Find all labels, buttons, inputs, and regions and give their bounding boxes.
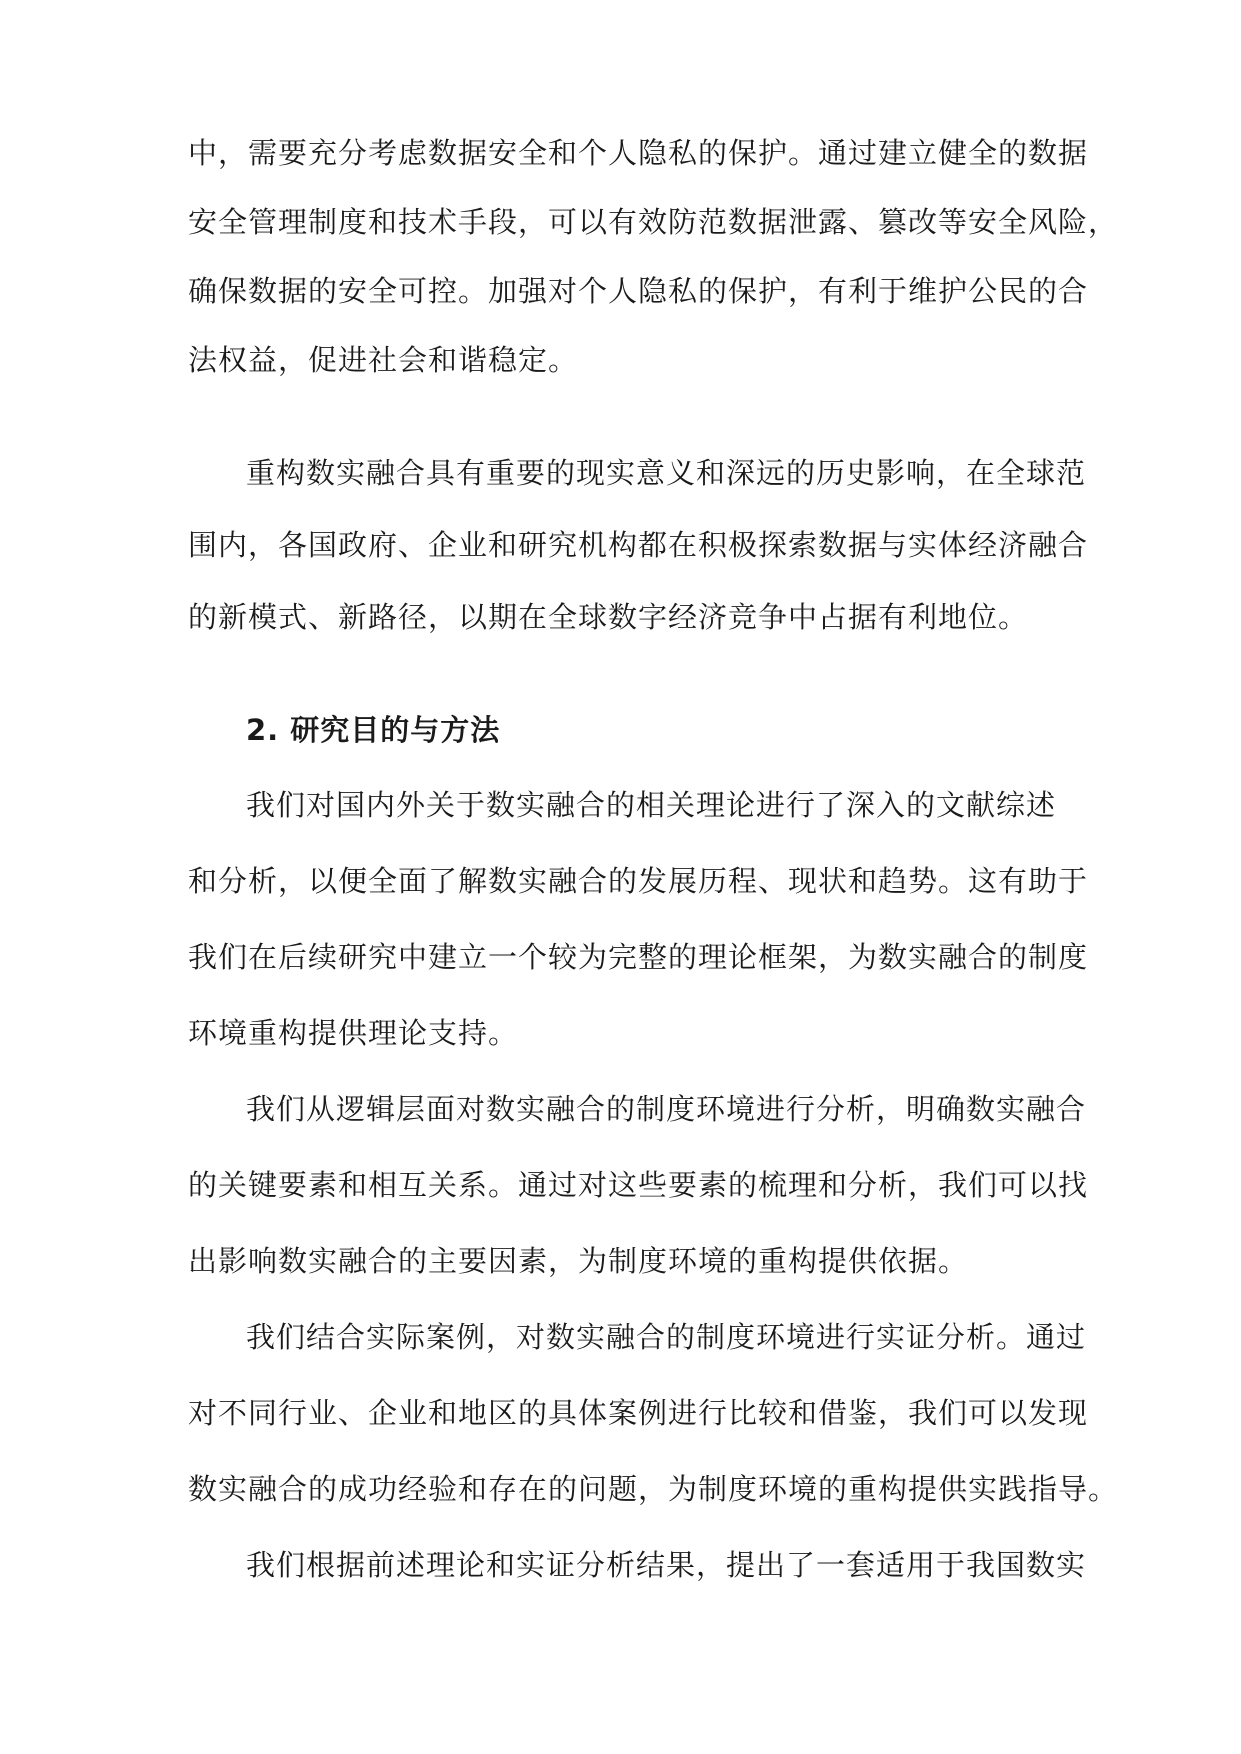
paragraph-line: 对不同行业、企业和地区的具体案例进行比较和借鉴，我们可以发现	[188, 1396, 1089, 1430]
paragraph-line: 我们从逻辑层面对数实融合的制度环境进行分析，明确数实融合	[246, 1092, 1087, 1126]
paragraph-line: 数实融合的成功经验和存在的问题，为制度环境的重构提供实践指导。	[188, 1472, 1119, 1506]
paragraph-line: 我们结合实际案例，对数实融合的制度环境进行实证分析。通过	[246, 1320, 1087, 1354]
paragraph-line: 重构数实融合具有重要的现实意义和深远的历史影响，在全球范	[246, 456, 1087, 490]
paragraph-line: 我们对国内外关于数实融合的相关理论进行了深入的文献综述	[246, 788, 1057, 822]
paragraph-line: 安全管理制度和技术手段，可以有效防范数据泄露、篡改等安全风险，	[188, 205, 1119, 239]
paragraph-line: 围内，各国政府、企业和研究机构都在积极探索数据与实体经济融合	[188, 528, 1089, 562]
paragraph-line: 的关键要素和相互关系。通过对这些要素的梳理和分析，我们可以找	[188, 1168, 1089, 1202]
paragraph-line: 我们根据前述理论和实证分析结果，提出了一套适用于我国数实	[246, 1548, 1087, 1582]
paragraph-line: 和分析，以便全面了解数实融合的发展历程、现状和趋势。这有助于	[188, 864, 1089, 898]
section-heading: 2. 研究目的与方法	[246, 713, 501, 747]
paragraph-line: 中，需要充分考虑数据安全和个人隐私的保护。通过建立健全的数据	[188, 136, 1089, 170]
paragraph-line: 确保数据的安全可控。加强对个人隐私的保护，有利于维护公民的合	[188, 274, 1089, 308]
paragraph-line: 出影响数实融合的主要因素，为制度环境的重构提供依据。	[188, 1244, 969, 1278]
paragraph-line: 法权益，促进社会和谐稳定。	[188, 343, 579, 377]
paragraph-line: 的新模式、新路径，以期在全球数字经济竞争中占据有利地位。	[188, 600, 1029, 634]
paragraph-line: 环境重构提供理论支持。	[188, 1016, 519, 1050]
paragraph-line: 我们在后续研究中建立一个较为完整的理论框架，为数实融合的制度	[188, 940, 1089, 974]
